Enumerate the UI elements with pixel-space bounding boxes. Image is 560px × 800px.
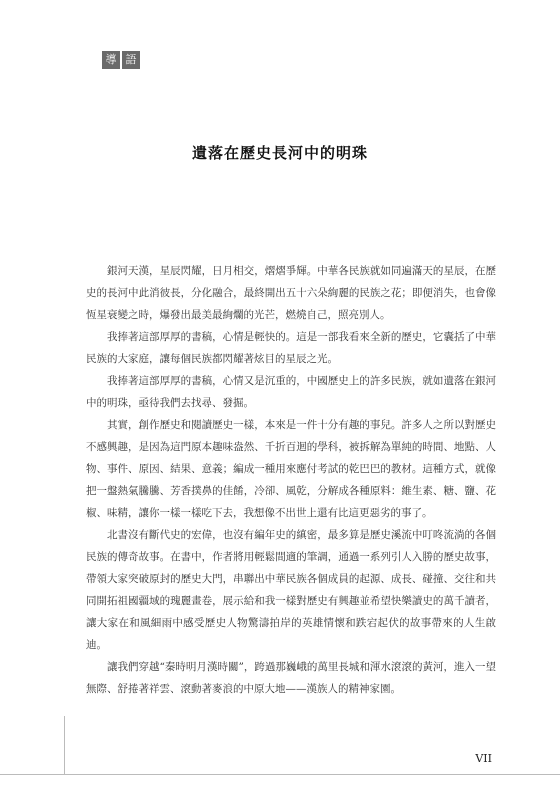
paragraph: 讓我們穿越“秦時明月漢時關”，跨過那巍峨的萬里長城和渾水滾滾的黃河，進入一望無際、舒捲著祥雲、滾動著麥浪的中原大地——漢族人的精神家園。 [86, 661, 496, 695]
folio-divider-vertical [64, 716, 65, 774]
badge-char: 導 [102, 51, 120, 69]
folio-divider [0, 774, 560, 775]
body-text [86, 260, 496, 700]
paragraph: 北書沒有斷代史的宏偉，也沒有編年史的縝密，最多算是歷史溪流中叮咚流淌的各個民族的傳奇故事。在書中，作者將用輕鬆間適的筆調，通過一系列引人入勝的歷史故事，帶領大家突破原封的歷史大門，串聯出中華民族各個成員的起源、成長、碰撞、交往和共同開拓祖國疆域的瑰麗畫卷，展示給和我一樣對歷史有興趣並希望快樂讀史的萬千讀者，讓大家在和風細雨中感受歷史人物驚濤拍岸的英雄情懷和跌宕起伏的故事帶來的人生啟迪。 [86, 529, 496, 651]
chapter-title: 遺落在歷史長河中的明珠 [191, 144, 368, 162]
paragraph: 其實，創作歷史和閱讀歷史一樣，本來是一件十分有趣的事兒。許多人之所以對歷史不感興趣，是因為這門原本趣味盎然、千折百迴的學科，被拆解為單純的時間、地點、人物、事件、原因、結果、意義；編成一種用來應付考試的乾巴巴的教材。這種方式，就像把一盤熱氣騰騰、芳香撲鼻的佳餚，冷卻、風乾，分解成各種原料：維生素、糖、鹽、花椒、味精，讓你一樣一樣吃下去，我想像不出世上還有比這更惡劣的事了。 [86, 419, 496, 519]
paragraph: 我捧著這部厚厚的書稿，心情是輕快的。這是一部我看來全新的歷史，它囊括了中華民族的大家庭，讓每個民族都閃耀著炫目的星辰之光。 [86, 331, 496, 365]
section-badge [102, 51, 140, 69]
page-number: VII [475, 752, 492, 765]
badge-char: 語 [122, 51, 140, 69]
paragraph: 我捧著這部厚厚的書稿，心情又是沉重的，中國歷史上的許多民族，就如遺落在銀河中的明珠，亟待我們去找尋、發掘。 [86, 375, 496, 409]
paragraph: 銀河天漢，星辰閃耀，日月相交，熠熠爭輝。中華各民族就如同遍滿天的星辰，在歷史的長河中此消彼長，分化融合，最終開出五十六朵絢麗的民族之花；即便消失，也會像恆星衰變之時，爆發出最美最絢爛的光芒，燃燒自己，照亮別人。 [86, 265, 496, 321]
